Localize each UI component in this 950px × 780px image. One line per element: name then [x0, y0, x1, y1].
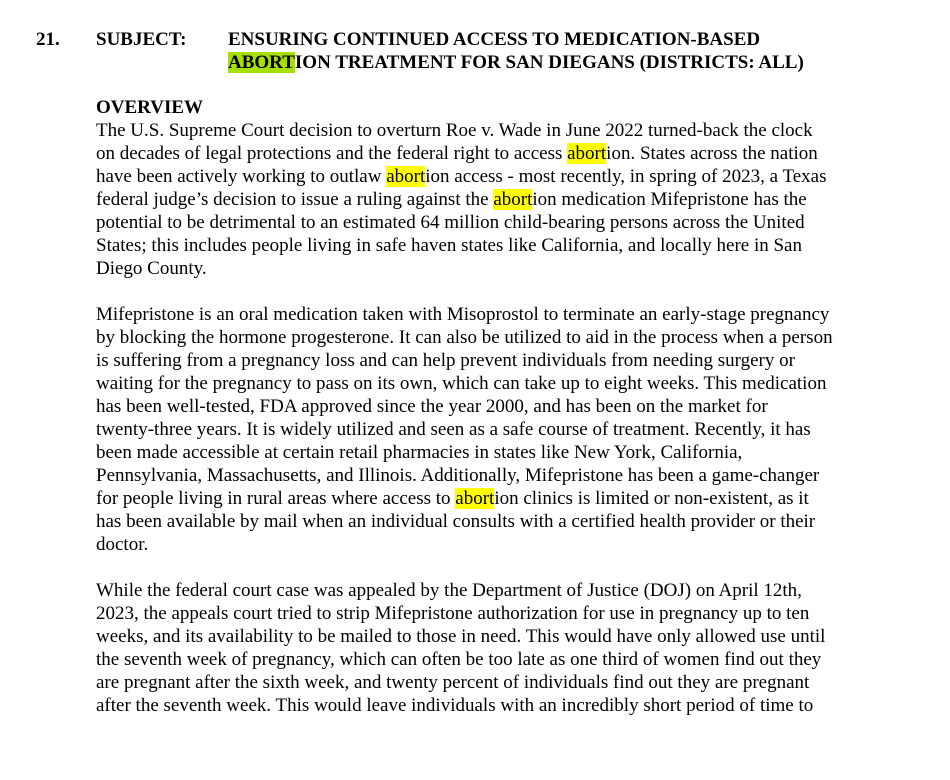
text-line: twenty-three years. It is widely utilized and seen as a safe course of treatment. Recently, it has — [96, 419, 811, 440]
text-line — [96, 487, 916, 510]
text-line — [96, 142, 916, 165]
overview-heading: OVERVIEW — [96, 97, 204, 118]
text-line: been made accessible at certain retail pharmacies in states like New York, California, — [96, 442, 743, 463]
text-line: potential to be detrimental to an estimated 64 million child-bearing persons across the United — [96, 212, 805, 233]
text-segment: ion access - most recently, in spring of 2023, a Texas — [425, 166, 827, 187]
text-line: States; this includes people living in safe haven states like California, and locally here in San — [96, 235, 802, 256]
text-line: Diego County. — [96, 258, 207, 279]
text-segment: ion clinics is limited or non-existent, as it — [494, 488, 809, 509]
paragraph-3 — [96, 579, 916, 717]
paragraph-2 — [96, 303, 916, 556]
text-line — [96, 188, 916, 211]
search-highlight: ABORT — [228, 52, 295, 73]
subject-title-line-1: ENSURING CONTINUED ACCESS TO MEDICATION-BASED — [228, 29, 761, 50]
text-line: waiting for the pregnancy to pass on its own, which can take up to eight weeks. This medication — [96, 373, 827, 394]
paragraph-1 — [96, 119, 916, 280]
text-segment: on decades of legal protections and the federal right to access — [96, 143, 568, 164]
text-segment: have been actively working to outlaw — [96, 166, 387, 187]
subject-title-line-2-rest: ION TREATMENT FOR SAN DIEGANS (DISTRICTS: ALL) — [294, 52, 804, 73]
subject-title — [228, 28, 928, 74]
text-line: Mifepristone is an oral medication taken with Misoprostol to terminate an early-stage pregnancy — [96, 304, 830, 325]
text-segment: federal judge’s decision to issue a ruling against the — [96, 189, 494, 210]
text-line: 2023, the appeals court tried to strip Mifepristone authorization for use in pregnancy up to ten — [96, 603, 810, 624]
subject-title-line-2 — [228, 51, 928, 74]
search-highlight: abort — [386, 166, 426, 187]
subject-label: SUBJECT: — [96, 29, 187, 50]
text-line: While the federal court case was appealed by the Department of Justice (DOJ) on April 12th, — [96, 580, 802, 601]
text-segment: ion. States across the nation — [606, 143, 818, 164]
text-line: has been well-tested, FDA approved since the year 2000, and has been on the market for — [96, 396, 768, 417]
text-line: by blocking the hormone progesterone. It can also be utilized to aid in the process when a person — [96, 327, 833, 348]
text-line: the seventh week of pregnancy, which can often be too late as one third of women find out they — [96, 649, 822, 670]
text-line — [96, 165, 916, 188]
item-number: 21. — [36, 29, 60, 50]
text-line: doctor. — [96, 534, 149, 555]
search-highlight: abort — [493, 189, 533, 210]
text-line: The U.S. Supreme Court decision to overturn Roe v. Wade in June 2022 turned-back the clock — [96, 120, 813, 141]
text-line: after the seventh week. This would leave individuals with an incredibly short period of time to — [96, 695, 814, 716]
text-segment: ion medication Mifepristone has the — [532, 189, 807, 210]
text-line: has been available by mail when an individual consults with a certified health provider or their — [96, 511, 816, 532]
text-line: is suffering from a pregnancy loss and can help prevent individuals from needing surgery or — [96, 350, 795, 371]
search-highlight: abort — [567, 143, 607, 164]
text-line: weeks, and its availability to be mailed to those in need. This would have only allowed use until — [96, 626, 826, 647]
search-highlight: abort — [455, 488, 495, 509]
text-segment: for people living in rural areas where access to — [96, 488, 456, 509]
text-line: Pennsylvania, Massachusetts, and Illinois. Additionally, Mifepristone has been a game-changer — [96, 465, 820, 486]
text-line: are pregnant after the sixth week, and twenty percent of individuals find out they are pregnant — [96, 672, 810, 693]
